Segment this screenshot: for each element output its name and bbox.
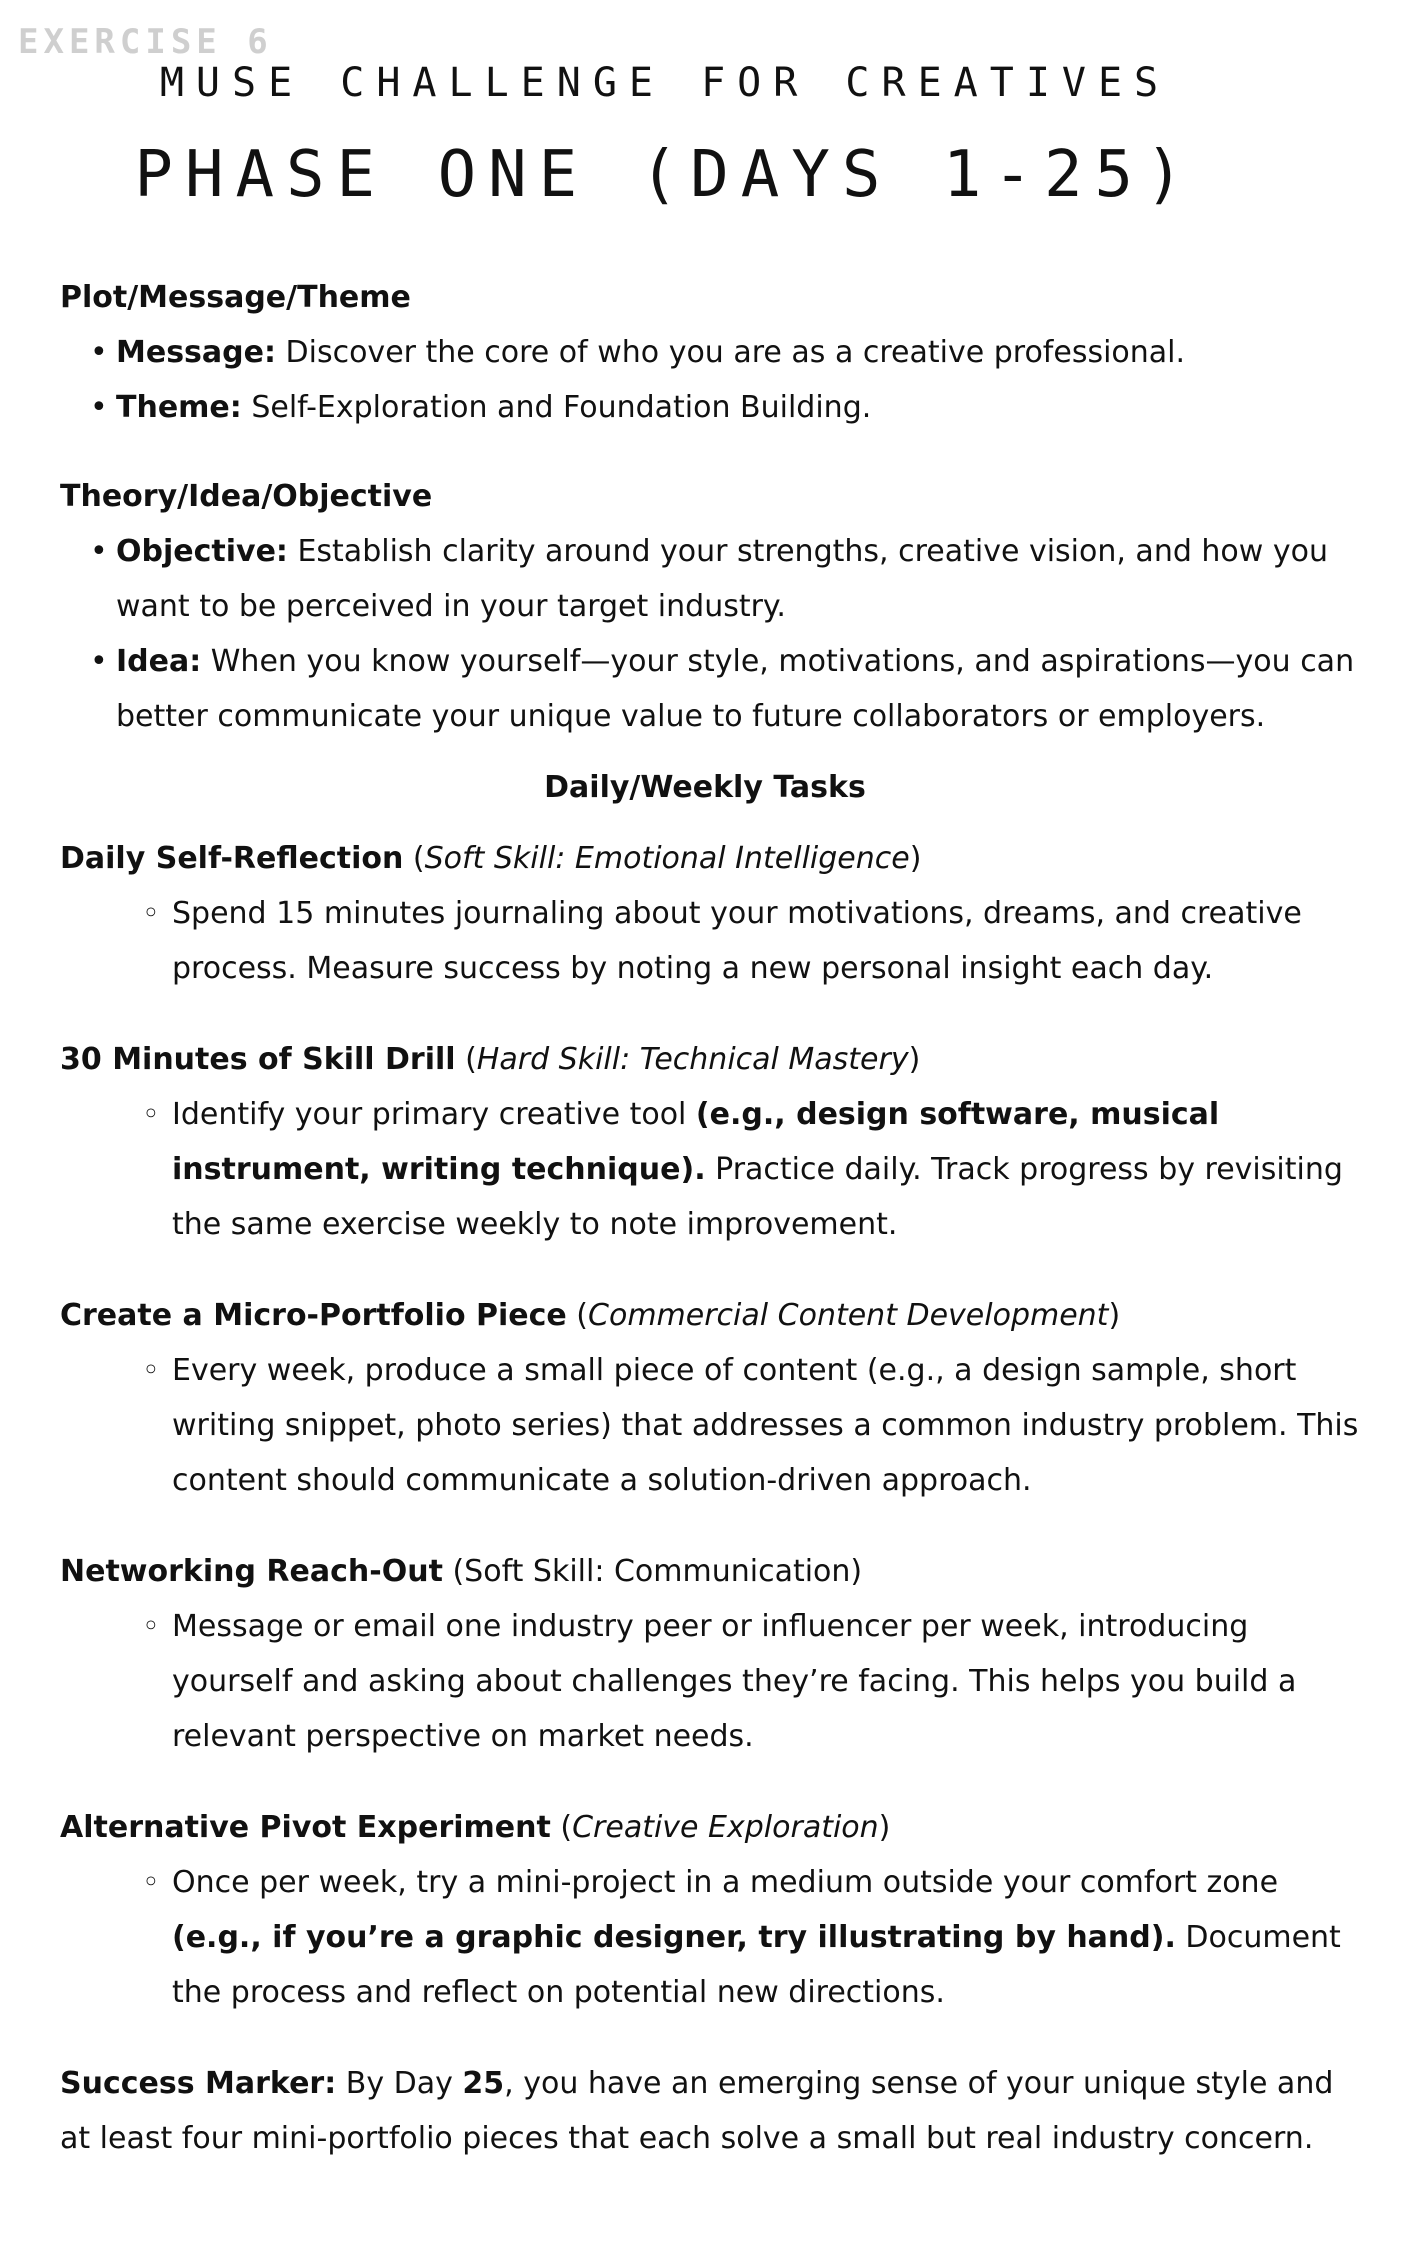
task-title-row bbox=[60, 1032, 1360, 1087]
page-supertitle: MUSE CHALLENGE FOR CREATIVES bbox=[159, 60, 1171, 106]
document-body bbox=[60, 270, 1360, 2166]
idea-label: Idea: bbox=[116, 644, 202, 679]
task-list bbox=[60, 1855, 1360, 2020]
task-text-continued: Document the process and reflect on potential new directions. bbox=[172, 1920, 1341, 2010]
task-list bbox=[60, 886, 1360, 996]
task-title-row bbox=[60, 831, 1360, 886]
task-text: Message or email one industry peer or influencer per week, introducing yourself and asking about challenges they’re facing. This helps you build a relevant perspective on market needs. bbox=[172, 1609, 1297, 1754]
task-skill: Hard Skill: Technical Mastery bbox=[476, 1042, 909, 1077]
task-title-row bbox=[60, 1800, 1360, 1855]
task-text: Identify your primary creative tool bbox=[172, 1097, 696, 1132]
list-item bbox=[116, 380, 1360, 435]
paren-open: ( bbox=[403, 841, 425, 876]
list-item bbox=[172, 1855, 1360, 2020]
list-item bbox=[172, 886, 1360, 996]
page-title: PHASE ONE (DAYS 1-25) bbox=[134, 138, 1196, 212]
list-item bbox=[172, 1343, 1360, 1508]
plot-list bbox=[60, 325, 1360, 435]
message-text: Discover the core of who you are as a creative professional. bbox=[275, 335, 1186, 370]
task-title: 30 Minutes of Skill Drill bbox=[60, 1042, 456, 1077]
task-emphasis: (e.g., if you’re a graphic designer, try illustrating by hand). bbox=[172, 1920, 1176, 1955]
section-heading-plot: Plot/Message/Theme bbox=[60, 280, 411, 315]
objective-text: Establish clarity around your strengths, creative vision, and how you want to be perceived in your target industry. bbox=[116, 534, 1328, 624]
idea-text: When you know yourself—your style, motivations, and aspirations—you can better communicate your unique value to future collaborators or employers. bbox=[116, 644, 1355, 734]
task-title-row bbox=[60, 1544, 1360, 1599]
task-list bbox=[60, 1343, 1360, 1508]
task-text-continued: Practice daily. Track progress by revisiting the same exercise weekly to note improvement. bbox=[172, 1152, 1343, 1242]
task-title: Daily Self-Reflection bbox=[60, 841, 404, 876]
paren-open: ( bbox=[455, 1042, 477, 1077]
list-item bbox=[116, 634, 1360, 744]
task-text: Every week, produce a small piece of content (e.g., a design sample, short writing snippet, photo series) that addresses a common industry problem. This content should communicate a solution-driven approach. bbox=[172, 1353, 1359, 1498]
paren-close: ) bbox=[878, 1810, 891, 1845]
paren-open: ( bbox=[566, 1298, 589, 1333]
message-label: Message: bbox=[116, 335, 276, 370]
task-skill: Soft Skill: Communication bbox=[464, 1554, 851, 1589]
success-text-continued: , you have an emerging sense of your unique style and at least four mini-portfolio pieces that each solve a small but real industry concern. bbox=[60, 2066, 1334, 2156]
task-skill: Soft Skill: Emotional Intelligence bbox=[424, 841, 910, 876]
success-marker bbox=[60, 2056, 1360, 2166]
paren-open: ( bbox=[442, 1554, 465, 1589]
task-title: Create a Micro-Portfolio Piece bbox=[60, 1298, 567, 1333]
task-skill: Commercial Content Development bbox=[588, 1298, 1109, 1333]
theme-text: Self-Exploration and Foundation Building. bbox=[241, 390, 872, 425]
tasks-heading: Daily/Weekly Tasks bbox=[544, 770, 866, 805]
list-item bbox=[116, 325, 1360, 380]
task-title: Alternative Pivot Experiment bbox=[60, 1810, 551, 1845]
paren-open: ( bbox=[550, 1810, 573, 1845]
objective-label: Objective: bbox=[116, 534, 288, 569]
task-text: Spend 15 minutes journaling about your motivations, dreams, and creative process. Measure success by noting a new personal insight each day. bbox=[172, 896, 1302, 986]
theory-list bbox=[60, 524, 1360, 744]
theme-label: Theme: bbox=[116, 390, 242, 425]
success-day: 25 bbox=[462, 2066, 505, 2101]
list-item bbox=[172, 1599, 1360, 1764]
task-text: Once per week, try a mini-project in a medium outside your comfort zone bbox=[172, 1865, 1279, 1900]
section-heading-theory: Theory/Idea/Objective bbox=[60, 479, 433, 514]
task-title-row bbox=[60, 1288, 1360, 1343]
paren-close: ) bbox=[908, 1042, 921, 1077]
task-list bbox=[60, 1599, 1360, 1764]
task-title: Networking Reach-Out bbox=[60, 1554, 443, 1589]
list-item bbox=[172, 1087, 1360, 1252]
success-text: By Day bbox=[336, 2066, 463, 2101]
task-emphasis: (e.g., design software, musical instrument, writing technique). bbox=[172, 1097, 1220, 1187]
exercise-label: EXERCISE 6 bbox=[18, 22, 273, 62]
task-skill: Creative Exploration bbox=[572, 1810, 879, 1845]
success-label: Success Marker: bbox=[60, 2066, 337, 2101]
paren-close: ) bbox=[1108, 1298, 1121, 1333]
paren-close: ) bbox=[909, 841, 922, 876]
task-list bbox=[60, 1087, 1360, 1252]
paren-close: ) bbox=[850, 1554, 863, 1589]
list-item bbox=[116, 524, 1360, 634]
